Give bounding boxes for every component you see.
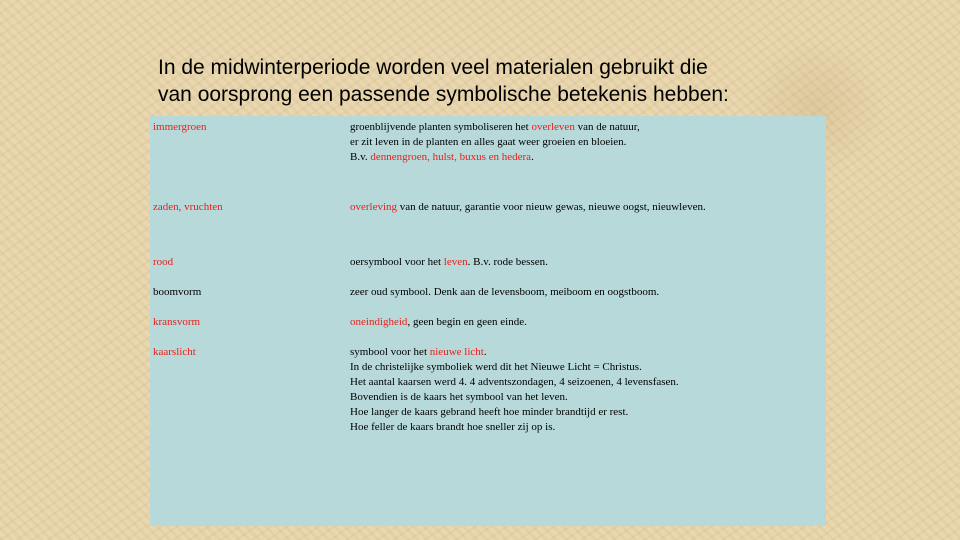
symbol-table bbox=[150, 116, 826, 526]
title-line-1: In de midwinterperiode worden veel materialen gebruikt die bbox=[158, 56, 708, 79]
slide-title bbox=[158, 54, 858, 108]
highlight-text: overleving bbox=[350, 201, 398, 213]
description-line bbox=[350, 135, 820, 150]
description-line bbox=[350, 375, 820, 390]
title-line-2: van oorsprong een passende symbolische betekenis hebben: bbox=[158, 83, 729, 106]
text-run: In de christelijke symboliek werd dit het Nieuwe Licht = Christus. bbox=[350, 361, 642, 373]
description-line bbox=[350, 200, 820, 215]
text-run: groenblijvende planten symboliseren het bbox=[350, 121, 532, 133]
highlight-text: leven bbox=[443, 256, 468, 268]
description-line bbox=[350, 150, 820, 165]
highlight-text: nieuwe licht bbox=[429, 346, 484, 358]
description-cell bbox=[350, 120, 820, 165]
description-cell bbox=[350, 315, 820, 330]
description-cell bbox=[350, 255, 820, 270]
description-line bbox=[350, 315, 820, 330]
text-run: Het aantal kaarsen werd 4. 4 adventszondagen, 4 seizoenen, 4 levensfasen. bbox=[350, 376, 679, 388]
description-line bbox=[350, 390, 820, 405]
text-run: van de natuur, bbox=[574, 121, 640, 133]
text-run: symbool voor het bbox=[350, 346, 430, 358]
text-run: zeer oud symbool. Denk aan de levensboom, meiboom en oogstboom. bbox=[350, 286, 660, 298]
description-cell bbox=[350, 200, 820, 215]
text-run: . B.v. rode bessen. bbox=[467, 256, 548, 268]
text-run: er zit leven in de planten en alles gaat weer groeien en bloeien. bbox=[350, 136, 627, 148]
highlight-text: dennengroen, hulst, buxus en hedera bbox=[370, 151, 532, 163]
text-run: , geen begin en geen einde. bbox=[407, 316, 527, 328]
text-run: Hoe feller de kaars brandt hoe sneller zij op is. bbox=[350, 421, 556, 433]
text-run: Hoe langer de kaars gebrand heeft hoe minder brandtijd er rest. bbox=[350, 406, 629, 418]
highlight-text: overleven bbox=[531, 121, 575, 133]
description-line bbox=[350, 360, 820, 375]
description-cell bbox=[350, 285, 820, 300]
description-line bbox=[350, 405, 820, 420]
description-line bbox=[350, 120, 820, 135]
term-cell: kaarslicht bbox=[153, 346, 196, 358]
description-cell bbox=[350, 345, 820, 435]
highlight-text: oneindigheid bbox=[350, 316, 408, 328]
text-run: . bbox=[483, 346, 487, 358]
term-cell: rood bbox=[153, 256, 174, 268]
description-line bbox=[350, 255, 820, 270]
term-cell: immergroen bbox=[153, 121, 207, 133]
term-cell: kransvorm bbox=[153, 316, 201, 328]
description-line bbox=[350, 345, 820, 360]
text-run: B.v. bbox=[350, 151, 371, 163]
text-run: oersymbool voor het bbox=[350, 256, 444, 268]
term-cell: zaden, vruchten bbox=[153, 201, 223, 213]
text-run: . bbox=[531, 151, 534, 163]
text-run: van de natuur, garantie voor nieuw gewas, nieuwe oogst, nieuwleven. bbox=[397, 201, 706, 213]
term-cell: boomvorm bbox=[153, 286, 202, 298]
text-run: Bovendien is de kaars het symbool van het leven. bbox=[350, 391, 568, 403]
description-line bbox=[350, 285, 820, 300]
description-line bbox=[350, 420, 820, 435]
